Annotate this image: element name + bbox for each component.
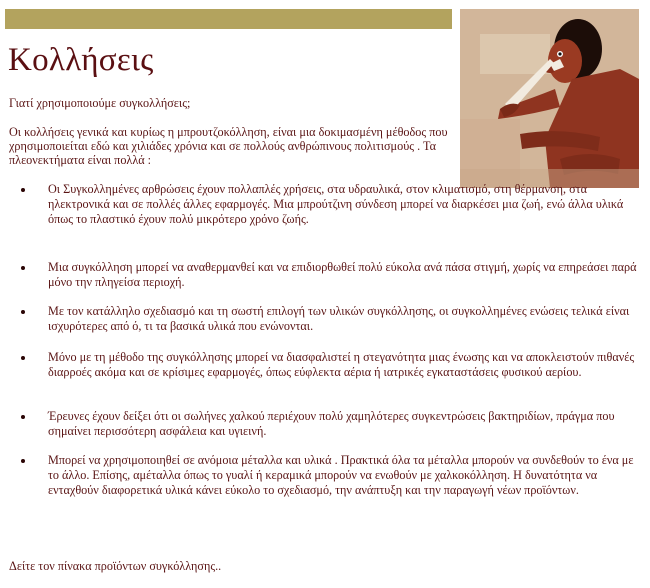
bullet-icon [21,188,25,192]
list-item-text: Έρευνες έχουν δείξει ότι οι σωλήνες χαλκού περιέχουν πολύ χαμηλότερες συγκεντρώσεις βακτηριδίων, πράγμα που σημαίνει περισσότερη ασφάλεια και υγιεινή. [48,409,615,438]
bullet-icon [21,266,25,270]
list-item-text: Με τον κατάλληλο σχεδιασμό και τη σωστή επιλογή των υλικών συγκόλλησης, οι συγκολλημένες ενώσεις τελικά είναι ισχυρότερες από ό, τι τα βασικά υλικά που ενώνονται. [48,304,630,333]
list-item [9,350,637,380]
bullet-icon [21,310,25,314]
bullet-icon [21,415,25,419]
intro-paragraph: Οι κολλήσεις γενικά και κυρίως η μπρουτζοκόλληση, είναι μια δοκιμασμένη μέθοδος που χρησιμοποιείται εδώ και χιλιάδες χρόνια και σε πολλούς ανθρώπινους πολιτισμούς . Τα πλεονεκτήματα είναι πολλά : [9,125,448,167]
list-item [9,304,637,334]
intro-question: Γιατί χρησιμοποιούμε συγκολλήσεις; [9,96,191,110]
bullet-icon [21,459,25,463]
list-item [9,182,637,227]
list-item-text: Οι Συγκολλημένες αρθρώσεις έχουν πολλαπλές χρήσεις, στα υδραυλικά, στον κλιματισμό, στη θέρμανση, στα ηλεκτρονικά και σε πολλές άλλες εφαρμογές. Μια μπρούτζινη σύνδεση μπορεί να διαρκέσει μια ζωή, ενώ άλλα υλικά όπως το πλαστικό έχουν πολύ μικρότερο χρόνο ζωής. [48,182,624,226]
list-item-text: Μπορεί να χρησιμοποιηθεί σε ανόμοια μέταλλα και υλικά . Πρακτικά όλα τα μέταλλα μπορούν να συνδεθούν το ένα με το άλλο. Επίσης, αμέταλλα όπως το γυαλί ή κεραμικά μπορούν να ενωθούν με χαλκοκόλληση. Η δυνατότητα να ενταχθούν διαφορετικά υλικά κάνει εύκολο το σχεδιασμό, την ανάπτυξη και την παραγωγή νέων προϊόντων. [48,453,634,497]
header-accent-bar [5,9,452,29]
list-item [9,260,637,290]
list-item [9,453,637,498]
list-item-text: Μόνο με τη μέθοδο της συγκόλλησης μπορεί να διασφαλιστεί η στεγανότητα μιας ένωσης και να αποκλειστούν πιθανές διαρροές ακόμα και σε κρίσιμες εφαρμογές, όπως εύφλεκτα αέρια ή ιατρικές εγκαταστάσεις φυσικού αερίου. [48,350,635,379]
egyptian-fresco-image [460,9,639,188]
bullet-icon [21,356,25,360]
list-item [9,409,637,439]
list-item-text: Μια συγκόλληση μπορεί να αναθερμανθεί και να επιδιορθωθεί πολύ εύκολα ανά πάσα στιγμή, χωρίς να επηρεάσει παρά μόνο την πληγείσα περιοχή. [48,260,637,289]
products-table-link[interactable]: Δείτε τον πίνακα προϊόντων συγκόλλησης.. [9,559,222,573]
page-title: Κολλήσεις [8,42,154,78]
